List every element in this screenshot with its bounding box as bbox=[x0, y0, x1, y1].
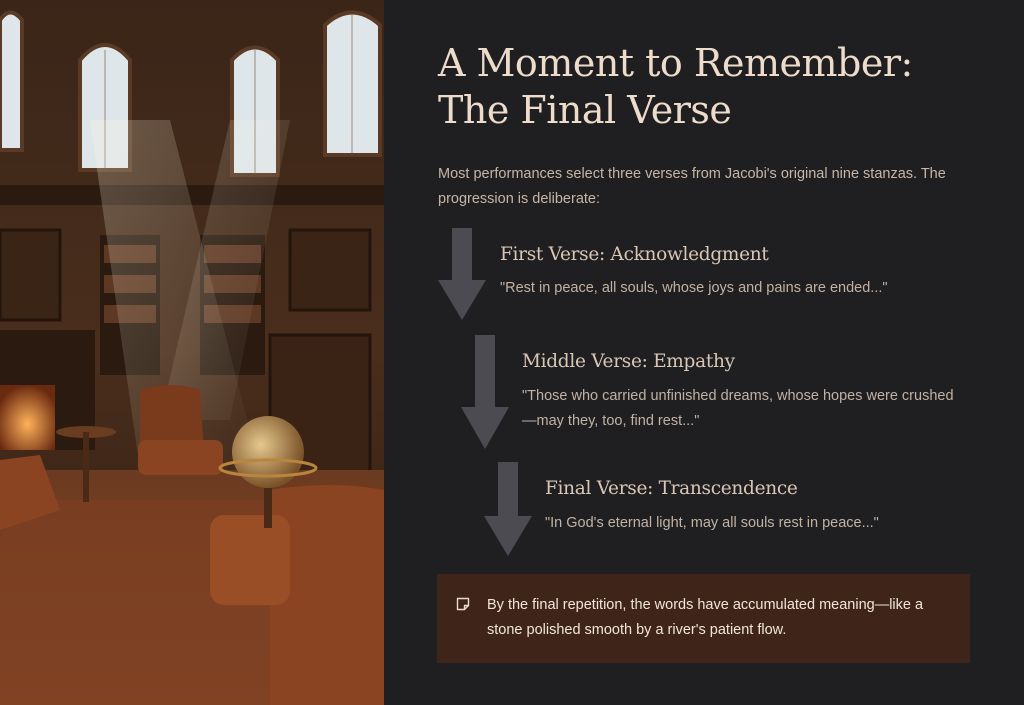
callout-box bbox=[437, 574, 970, 663]
note-icon bbox=[456, 597, 470, 611]
verse-heading: Middle Verse: Empathy bbox=[522, 351, 735, 372]
down-arrow-icon bbox=[484, 462, 532, 556]
verse-heading: First Verse: Acknowledgment bbox=[500, 244, 769, 265]
verse-quote: "In God's eternal light, may all souls rest in peace..." bbox=[545, 515, 879, 531]
verse-quote: "Rest in peace, all souls, whose joys and pains are ended..." bbox=[500, 280, 888, 296]
title-line-1: A Moment to Remember: bbox=[438, 41, 913, 85]
verse-heading: Final Verse: Transcendence bbox=[545, 478, 798, 499]
library-room-image bbox=[0, 0, 384, 705]
verse-quote: "Those who carried unfinished dreams, whose hopes were crushed—may they, too, find rest..." bbox=[522, 388, 954, 429]
content-panel bbox=[384, 0, 1024, 705]
down-arrow-icon bbox=[461, 335, 509, 449]
callout-text: By the final repetition, the words have accumulated meaning—like a stone polished smooth by a river's patient flow. bbox=[487, 597, 924, 638]
page-title bbox=[438, 40, 998, 134]
intro-text: Most performances select three verses from Jacobi's original nine stanzas. The progression is deliberate: bbox=[438, 166, 946, 207]
down-arrow-icon bbox=[438, 228, 486, 320]
title-line-2: The Final Verse bbox=[438, 88, 732, 132]
